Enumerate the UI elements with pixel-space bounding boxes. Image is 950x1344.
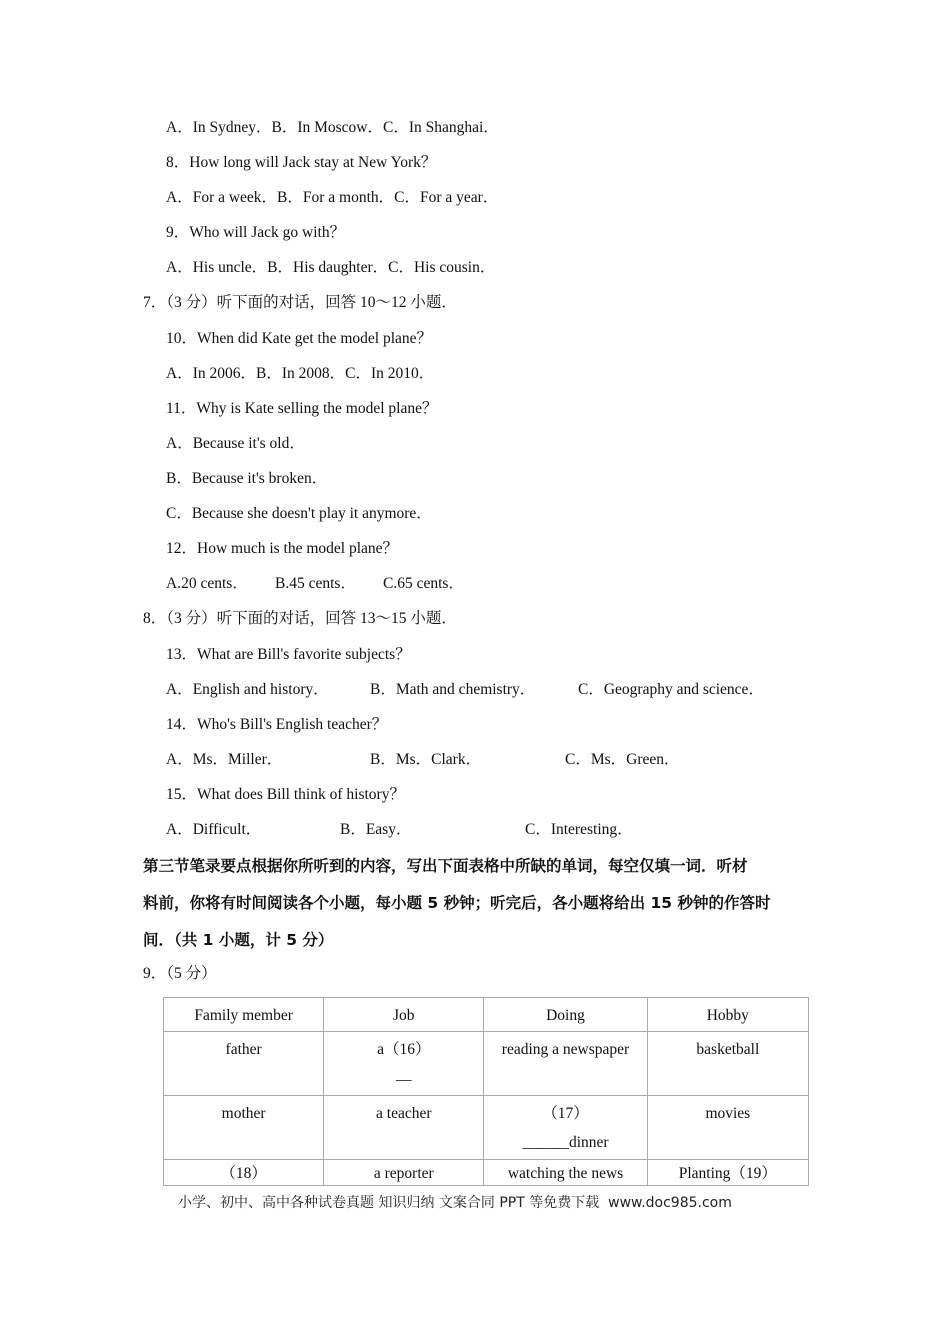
table-cell: watching the news <box>484 1160 647 1186</box>
q7-options: A．In Sydney．B．In Moscow．C．In Shanghai． <box>166 119 499 136</box>
family-table <box>163 997 809 1186</box>
q10-options: A．In 2006．B．In 2008．C．In 2010． <box>166 365 435 382</box>
q9-options: A．His uncle．B．His daughter．C．His cousin． <box>166 259 496 276</box>
q13-option-c: C．Geography and science． <box>578 681 764 698</box>
question-14: 14．Who's Bill's English teacher？ <box>166 716 388 733</box>
question-13: 13．What are Bill's favorite subjects？ <box>166 646 411 663</box>
table-header-cell: Hobby <box>647 998 808 1032</box>
q15-option-b: B．Easy． <box>340 821 412 838</box>
table-cell: Planting（19） <box>647 1160 808 1186</box>
section-9-heading: 9．（5 分） <box>143 965 217 982</box>
table-cell: a teacher <box>324 1096 484 1160</box>
table-row <box>164 1160 809 1186</box>
q11-option-a: A．Because it's old． <box>166 435 305 452</box>
cell-text: （17） <box>542 1105 589 1122</box>
section-8-heading: 8．（3 分）听下面的对话，回答 13～15 小题． <box>143 610 457 627</box>
q14-option-b: B．Ms．Clark． <box>370 751 482 768</box>
part3-instructions-line3: 间．（共 1 小题，计 5 分） <box>143 931 334 949</box>
q14-option-c: C．Ms．Green． <box>565 751 680 768</box>
question-9: 9．Who will Jack go with？ <box>166 224 346 241</box>
part3-instructions-line1: 第三节笔录要点根据你所听到的内容，写出下面表格中所缺的单词，每空仅填一词．听材 <box>143 857 748 875</box>
table-cell: basketball <box>647 1032 808 1096</box>
q12-option-a: A.20 cents． <box>166 575 248 592</box>
q13-option-b: B．Math and chemistry． <box>370 681 536 698</box>
question-10: 10．When did Kate get the model plane？ <box>166 330 433 347</box>
q15-option-c: C．Interesting． <box>525 821 633 838</box>
section-7-heading: 7．（3 分）听下面的对话，回答 10～12 小题． <box>143 294 457 311</box>
table-header-row <box>164 998 809 1032</box>
table-cell: movies <box>647 1096 808 1160</box>
question-15: 15．What does Bill think of history？ <box>166 786 405 803</box>
q15-option-a: A．Difficult． <box>166 821 262 838</box>
table-row <box>164 1032 809 1096</box>
answer-blank: ______dinner <box>522 1134 609 1151</box>
page-footer: 小学、初中、高中各种试卷真题 知识归纳 文案合同 PPT 等免费下载 www.doc985.com <box>178 1195 732 1211</box>
table-header-cell: Family member <box>164 998 324 1032</box>
table-cell <box>324 1032 484 1096</box>
table-cell: reading a newspaper <box>484 1032 647 1096</box>
table-cell: father <box>164 1032 324 1096</box>
answer-blank: __ <box>396 1066 412 1083</box>
table-cell <box>484 1096 647 1160</box>
q11-option-c: C．Because she doesn't play it anymore． <box>166 505 432 522</box>
cell-text: a（16） <box>377 1041 431 1058</box>
q13-option-a: A．English and history． <box>166 681 329 698</box>
question-11: 11．Why is Kate selling the model plane？ <box>166 400 438 417</box>
part3-instructions-line2: 料前，你将有时间阅读各个小题，每小题 5 秒钟；听完后，各小题将给出 15 秒钟的作答时 <box>143 894 771 912</box>
question-8: 8．How long will Jack stay at New York？ <box>166 154 437 171</box>
table-cell: a reporter <box>324 1160 484 1186</box>
table-header-cell: Doing <box>484 998 647 1032</box>
q11-option-b: B．Because it's broken． <box>166 470 328 487</box>
table-cell: mother <box>164 1096 324 1160</box>
table-header-cell: Job <box>324 998 484 1032</box>
question-12: 12．How much is the model plane？ <box>166 540 399 557</box>
q14-option-a: A．Ms．Miller． <box>166 751 283 768</box>
table-cell: （18） <box>164 1160 324 1186</box>
q12-option-b: B.45 cents． <box>275 575 356 592</box>
q8-options: A．For a week．B．For a month．C．For a year． <box>166 189 499 206</box>
table-row <box>164 1096 809 1160</box>
q12-option-c: C.65 cents． <box>383 575 464 592</box>
